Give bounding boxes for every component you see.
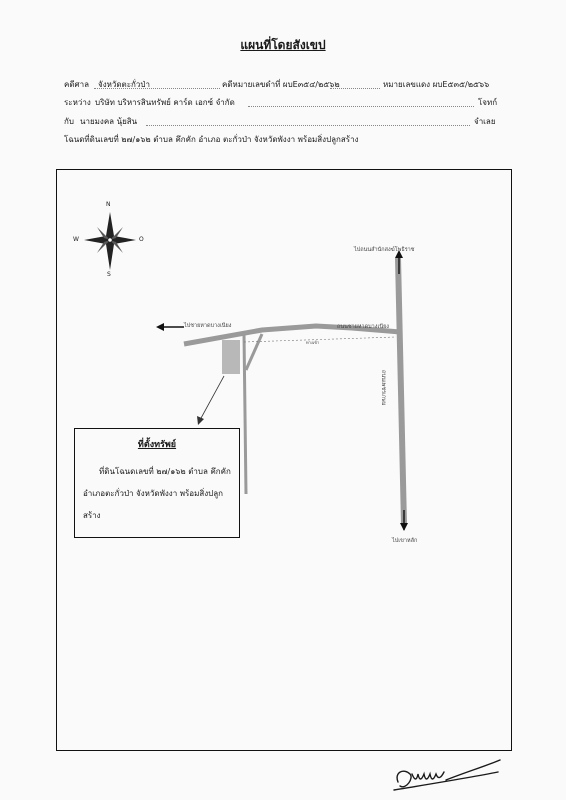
side-road (244, 334, 246, 494)
compass-north-label: N (106, 201, 111, 208)
plaintiff-role: โจทก์ (478, 98, 498, 107)
court-label: คดีศาล (64, 80, 90, 89)
label-to-bottom: ไปเขาหลัก (392, 538, 418, 544)
label-vertical-road: ถนนเพชรเกษม (380, 370, 386, 406)
pointer-arrow-icon (197, 376, 224, 425)
compass-south-label: S (107, 271, 111, 278)
between-label: ระหว่าง (64, 98, 91, 107)
property-location-heading: ที่ตั้งทรัพย์ (137, 440, 177, 450)
highway-road (398, 258, 404, 525)
label-small-mark: ทางเข้า (306, 340, 320, 345)
arrow-left-icon (156, 323, 184, 331)
red-case-number: หมายเลขแดง ผบE๕๓๕/๒๕๖๖ (383, 80, 490, 89)
with-label: กับ (64, 117, 74, 126)
plaintiff-name: บริษัท บริหารสินทรัพย์ คาร์ด เอกซ์ จำกัด (95, 98, 235, 107)
branch-road (246, 334, 262, 370)
label-road-name: ถนนชายหาดบางเนียง (337, 324, 389, 330)
signature-image (394, 760, 500, 790)
black-case-number: คดีหมายเลขดำที่ ผบE๓๕๔/๒๕๖๒ (222, 80, 340, 89)
court-value: จังหวัดตะกั่วป่า (98, 80, 150, 89)
deed-line: โฉนดที่ดินเลขที่ ๒๗/๑๖๒ ตำบล คึกคัก อำเภอ ตะกั่วป่า จังหวัดพังงา พร้อมสิ่งปลูกสร้าง (64, 135, 359, 144)
property-location-box (74, 428, 240, 538)
property-location-text: ที่ดินโฉนดเลขที่ ๒๗/๑๖๒ ตำบล คึกคัก อำเภอตะกั่วป่า จังหวัดพังงา พร้อมสิ่งปลูกสร้าง (83, 467, 231, 520)
compass-east-label: O (139, 236, 144, 243)
label-to-left: ไปชายหาดบางเนียง (184, 323, 232, 329)
page-title: แผนที่โดยสังเขป (240, 38, 326, 52)
compass-rose-icon (84, 212, 136, 270)
defendant-name: นายมงคล นุ้ยสิน (80, 117, 138, 126)
label-to-top: ไปถนนสำนักสงฆ์โพธิราช (354, 247, 415, 253)
dashed-line (244, 337, 396, 342)
defendant-role: จำเลย (474, 117, 496, 126)
property-parcel (222, 340, 240, 374)
compass-west-label: W (73, 236, 79, 243)
